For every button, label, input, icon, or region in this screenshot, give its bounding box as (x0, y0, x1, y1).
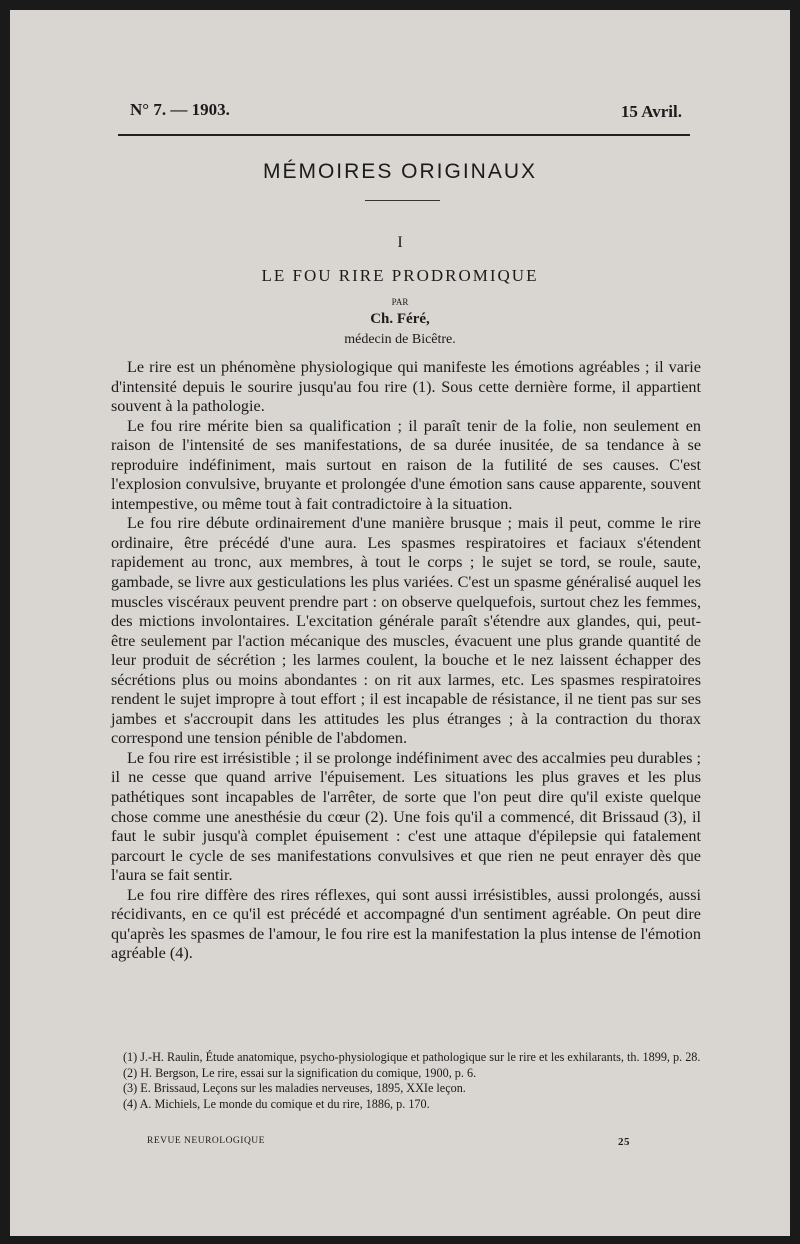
byline-par: PAR (391, 297, 409, 307)
footnotes (111, 1050, 703, 1112)
paragraph: Le fou rire débute ordinairement d'une manière brusque ; mais il peut, comme le rire ordinaire, être précédé d'une aura. Les spasmes respiratoires et faciaux s'étendent rapidement au tronc, aux membres, à tout le corps ; le sujet se tord, se roule, saute, gambade, se livre aux gesticulations les plus variées. C'est un spasme généralisé auquel les muscles viscéraux peuvent prendre part : on observe quelquefois, surtout chez les femmes, des mictions involontaires. L'excitation générale paraît s'étendre aux glandes, qui, peut-être seulement par l'action mécanique des muscles, évacuent une plus grande quantité de leur produit de sécrétion ; les larmes coulent, la bouche et le nez laissent échapper des sécrétions plus ou moins abondantes : on rit aux larmes, etc. Les spasmes respiratoires rendent le sujet impropre à tout effort ; il est incapable de résistance, il ne tient pas sur ses jambes et s'accroupit dans les attitudes les plus étranges ; à la contraction du thorax correspond une tension pénible de l'abdomen. (111, 514, 701, 748)
paragraph: Le fou rire diffère des rires réflexes, qui sont aussi irrésistibles, aussi prolongés, aussi récidivants, en ce qu'il est précédé et accompagné d'un sentiment agréable. On peut dire qu'après les spasmes de l'amour, le fou rire est la manifestation la plus intense de l'émotion agréable (4). (111, 885, 701, 963)
page-header (130, 100, 682, 130)
issue-number: N° 7. — 1903. (130, 100, 230, 119)
paragraph: Le fou rire mérite bien sa qualification ; il paraît tenir de la folie, non seulement en raison de l'intensité de ses manifestations, de sa durée inusitée, de sa tendance à se reproduire indéfiniment, mais surtout en raison de la futilité de ses causes. C'est l'explosion convulsive, bruyante et prolongée d'une émotion sans cause apparente, souvent intempestive, ou même tout à fait contradictoire à la situation. (111, 416, 701, 513)
document-page (10, 10, 790, 1236)
page-number: 25 (618, 1136, 630, 1148)
header-rule (118, 134, 690, 136)
article-title: LE FOU RIRE PRODROMIQUE (261, 266, 539, 285)
footnote: (1) J.-H. Raulin, Étude anatomique, psycho-physiologique et pathologique sur le rire et les exhilarants, th. 1899, p. 28. (123, 1050, 701, 1064)
journal-name: REVUE NEUROLOGIQUE (147, 1136, 265, 1146)
footnote: (4) A. Michiels, Le monde du comique et du rire, 1886, p. 170. (123, 1096, 430, 1111)
author-affiliation: médecin de Bicêtre. (344, 332, 456, 347)
article-body (111, 358, 701, 964)
footnote: (2) H. Bergson, Le rire, essai sur la signification du comique, 1900, p. 6. (123, 1065, 477, 1080)
section-title: MÉMOIRES ORIGINAUX (262, 160, 538, 183)
footnote: (3) E. Brissaud, Leçons sur les maladies nerveuses, 1895, XXIe leçon. (123, 1081, 466, 1095)
paragraph: Le fou rire est irrésistible ; il se prolonge indéfiniment avec des accalmies peu durables ; il ne cesse que quand arrive l'épuisement. Les situations les plus graves et les plus pathétiques sont incapables de l'arrêter, de sorte que l'on peut dire qu'il existe quelque chose comme une anesthésie du cœur (2). Une fois qu'il a commencé, dit Brissaud (3), il faut le subir jusqu'à complet épuisement : c'est une attaque d'épilepsie qui fatalement parcourt le cycle de ses manifestations convulsives et que rien ne peut enrayer dès que l'aura se fait sentir. (111, 748, 701, 885)
paragraph: Le rire est un phénomène physiologique qui manifeste les émotions agréables ; il varie d'intensité depuis le sourire jusqu'au fou rire (1). Sous cette dernière forme, il appartient souvent à la pathologie. (111, 358, 701, 416)
author-name: Ch. Féré, (370, 311, 430, 327)
article-number: I (397, 234, 403, 251)
issue-date: 15 Avril. (620, 102, 682, 121)
title-divider (365, 200, 440, 201)
